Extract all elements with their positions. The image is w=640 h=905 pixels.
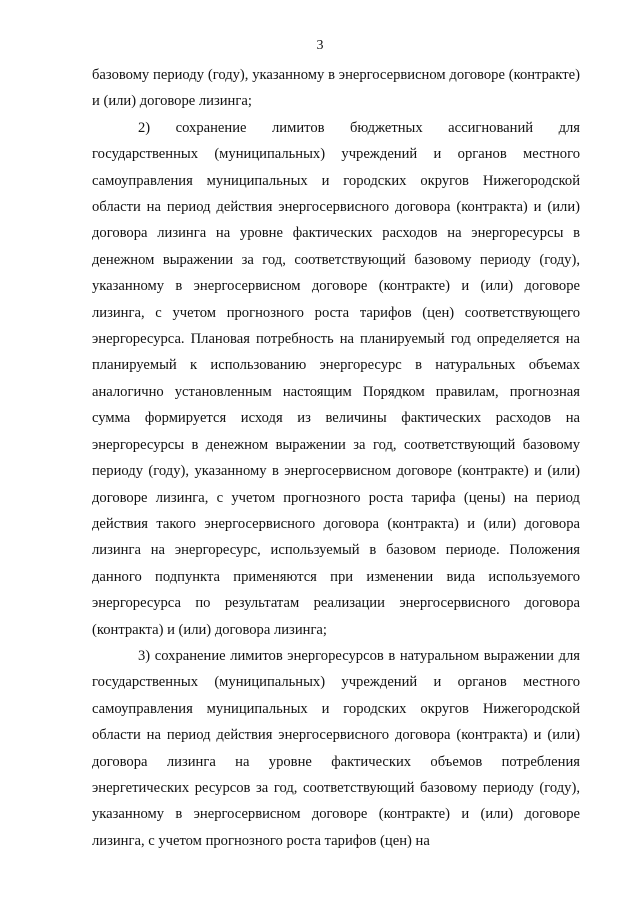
paragraph-item-3: 3) сохранение лимитов энергоресурсов в натуральном выражении для государственных (муниципальных) учреждений и органов местного самоуправления муниципальных и городских округов Нижегородской области на период действия энергосервисного договора (контракта) и (или) договора лизинга на уровне фактических объемов потребления энергетических ресурсов за год, соответствующий базовому периоду (году), указанному в энергосервисном договоре (контракте) и (или) договоре лизинга, с учетом прогнозного роста тарифов (цен) на: [92, 647, 580, 849]
paragraph-continuation: базовому периоду (году), указанному в энергосервисном договоре (контракте) и (или) договоре лизинга;: [92, 67, 580, 110]
page-number: 3: [316, 38, 324, 53]
paragraph-item-2: 2) сохранение лимитов бюджетных ассигнований для государственных (муниципальных) учреждений и органов местного самоуправления муниципальных и городских округов Нижегородской области на период действия энергосервисного договора (контракта) и (или) договора лизинга на уровне фактических расходов на энергоресурсы в денежном выражении за год, соответствующий базовому периоду (году), указанному в энергосервисном договоре (контракте) и (или) договоре лизинга, с учетом прогнозного роста тарифов (цен) соответствующего энергоресурса. Плановая потребность на планируемый год определяется на планируемый к использованию энергоресурс в натуральных объемах аналогично установленным настоящим Порядком правилам, прогнозная сумма формируется исходя из величины фактических расходов на энергоресурсы в денежном выражении за год, соответствующий базовому периоду (году), указанному в энергосервисном договоре (контракте) и (или) договоре лизинга, с учетом прогнозного роста тарифа (цены) на период действия такого энергосервисного договора (контракта) и (или) договора лизинга на энергоресурс, используемый в базовом периоде. Положения данного подпункта применяются при изменении вида используемого энергоресурса по результатам реализации энергосервисного договора (контракта) и (или) договора лизинга;: [92, 119, 580, 638]
document-body: [92, 62, 580, 854]
